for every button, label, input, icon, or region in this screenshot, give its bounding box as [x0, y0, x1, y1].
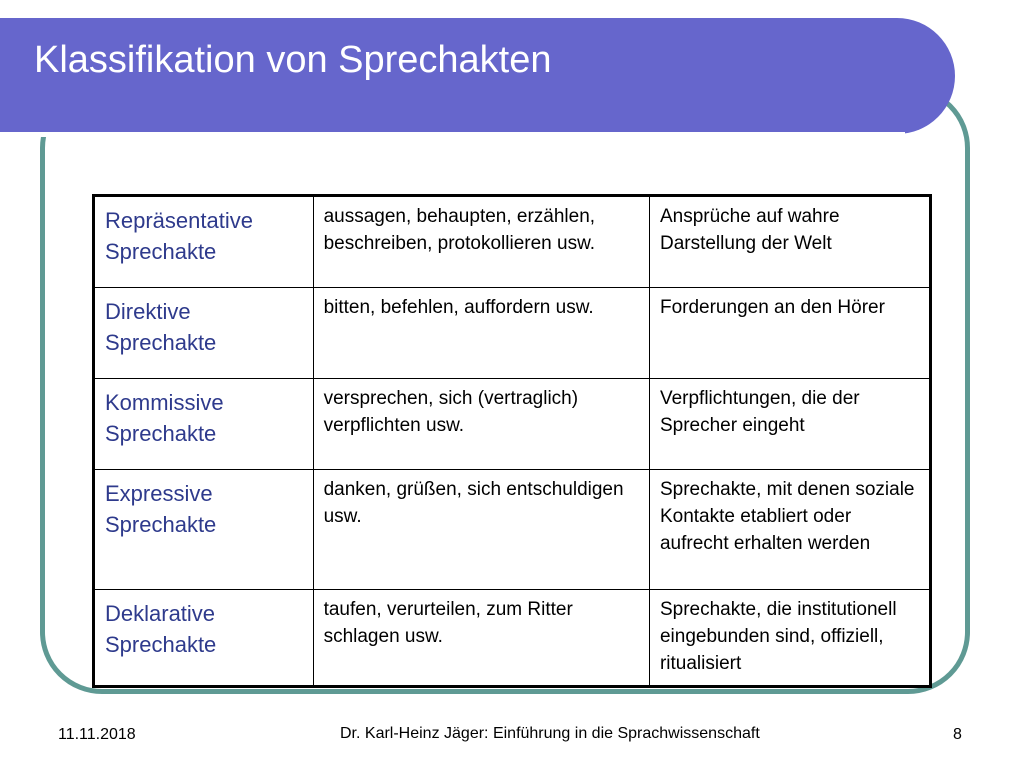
table-row	[94, 288, 931, 379]
speech-act-type: Deklarative Sprechakte	[94, 590, 314, 687]
speech-acts-table	[92, 194, 932, 688]
title-underline	[0, 132, 905, 137]
speech-act-examples: versprechen, sich (vertraglich) verpflichten usw.	[313, 379, 649, 470]
speech-act-type: Direktive Sprechakte	[94, 288, 314, 379]
table-row	[94, 379, 931, 470]
speech-act-examples: aussagen, behaupten, erzählen, beschreiben, protokollieren usw.	[313, 196, 649, 288]
speech-act-type: Expressive Sprechakte	[94, 470, 314, 590]
footer-author: Dr. Karl-Heinz Jäger: Einführung in die Sprachwissenschaft	[340, 725, 760, 742]
speech-act-description: Verpflichtungen, die der Sprecher eingeht	[649, 379, 930, 470]
speech-act-description: Sprechakte, die institutionell eingebunden sind, offiziell, ritualisiert	[649, 590, 930, 687]
speech-act-examples: taufen, verurteilen, zum Ritter schlagen usw.	[313, 590, 649, 687]
table-row	[94, 470, 931, 590]
table-row	[94, 590, 931, 687]
speech-act-examples: danken, grüßen, sich entschuldigen usw.	[313, 470, 649, 590]
footer-date: 11.11.2018	[58, 726, 136, 743]
speech-act-examples: bitten, befehlen, auffordern usw.	[313, 288, 649, 379]
speech-act-type: Kommissive Sprechakte	[94, 379, 314, 470]
speech-act-description: Sprechakte, mit denen soziale Kontakte etabliert oder aufrecht erhalten werden	[649, 470, 930, 590]
page-number: 8	[953, 726, 962, 743]
slide-title: Klassifikation von Sprechakten	[34, 39, 552, 81]
speech-act-description: Forderungen an den Hörer	[649, 288, 930, 379]
speech-act-type: Repräsentative Sprechakte	[94, 196, 314, 288]
speech-act-description: Ansprüche auf wahre Darstellung der Welt	[649, 196, 930, 288]
table-row	[94, 196, 931, 288]
